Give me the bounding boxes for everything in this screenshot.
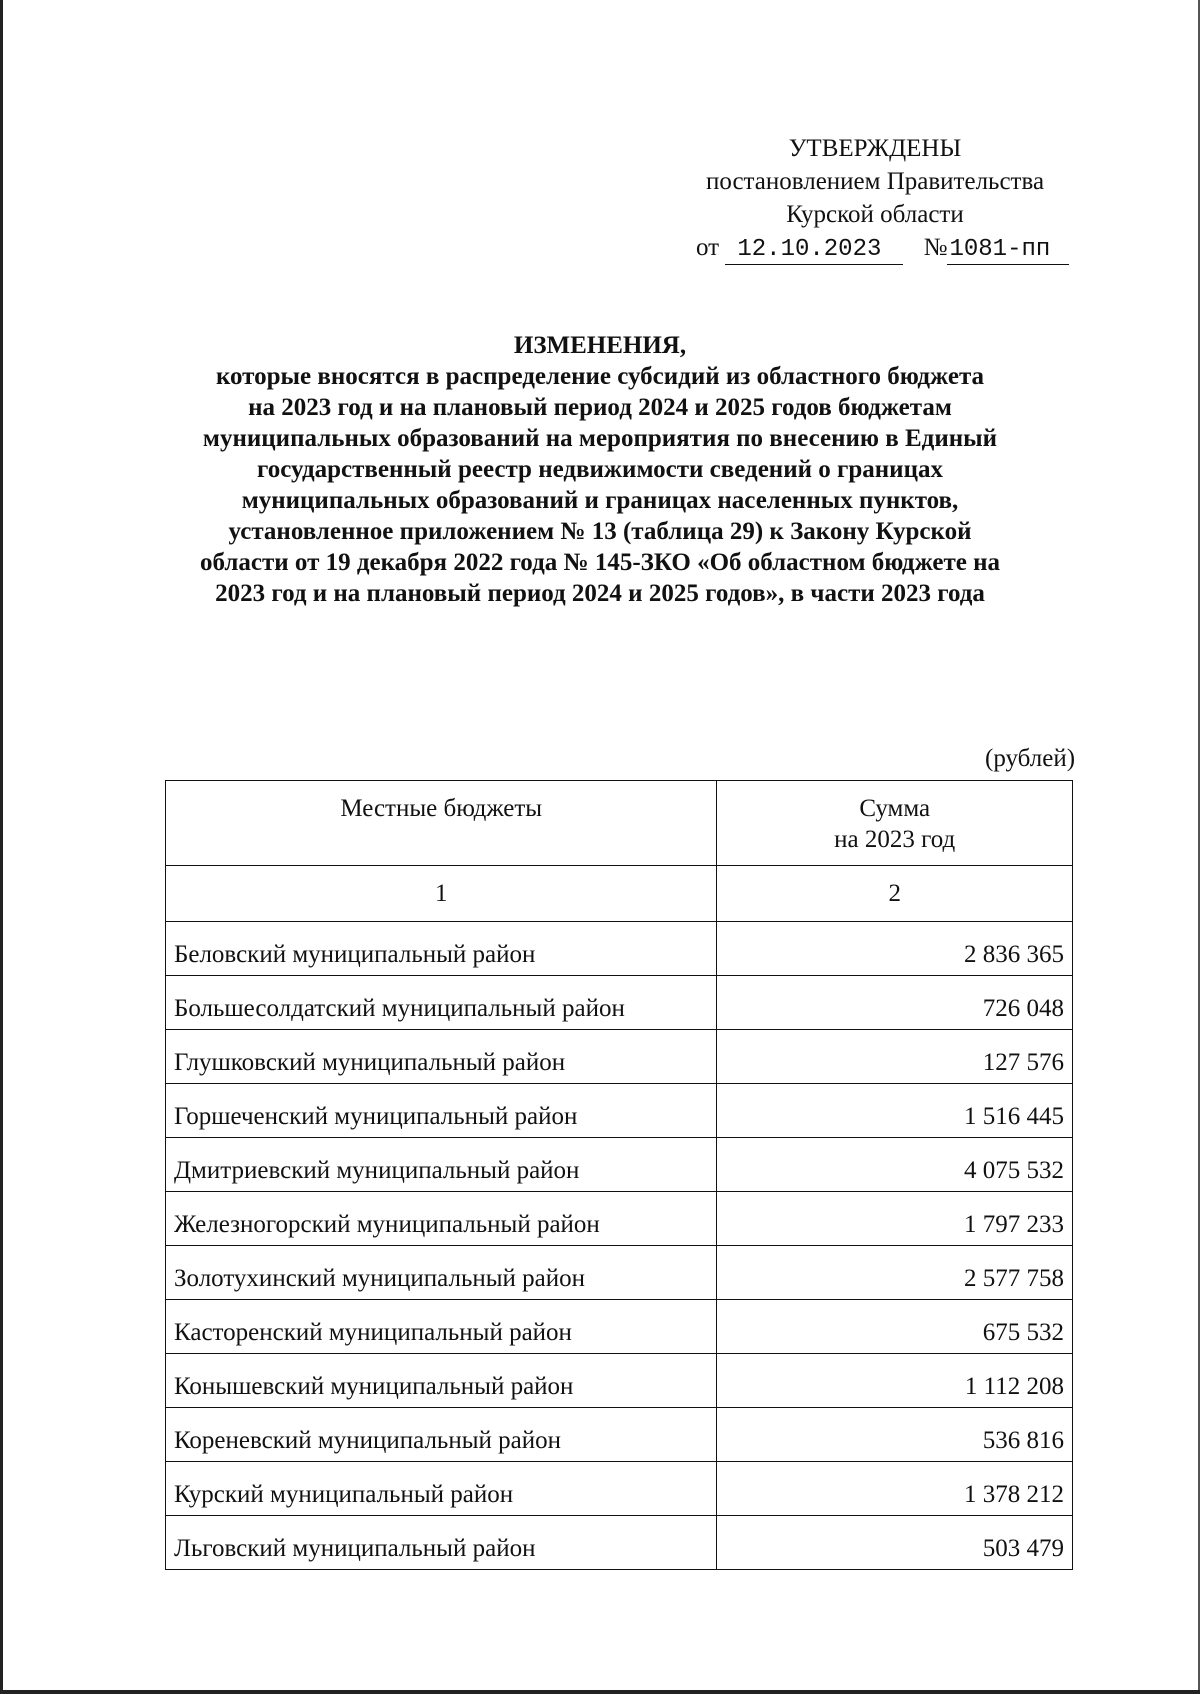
budget-name: Железногорский муниципальный район xyxy=(166,1192,717,1246)
table-row xyxy=(166,976,1073,1030)
budget-name: Беловский муниципальный район xyxy=(166,922,717,976)
approval-line-1: постановлением Правительства xyxy=(705,168,1045,195)
budget-amount: 1 516 445 xyxy=(717,1084,1073,1138)
table-header-row xyxy=(166,781,1073,866)
column-number-1: 1 xyxy=(166,866,717,922)
column-number-2: 2 xyxy=(717,866,1073,922)
document-title xyxy=(150,330,1050,609)
budget-amount: 1 112 208 xyxy=(717,1354,1073,1408)
budget-name: Золотухинский муниципальный район xyxy=(166,1246,717,1300)
table-row xyxy=(166,1084,1073,1138)
header-sum xyxy=(717,781,1073,866)
column-number-row xyxy=(166,866,1073,922)
budget-amount: 1 378 212 xyxy=(717,1462,1073,1516)
budget-name: Курский муниципальный район xyxy=(166,1462,717,1516)
title-line: муниципальных образований на мероприятия по внесению в Единый xyxy=(202,425,998,452)
title-line: государственный реестр недвижимости сведений о границах xyxy=(257,456,943,483)
budget-name: Дмитриевский муниципальный район xyxy=(166,1138,717,1192)
budget-name: Горшеченский муниципальный район xyxy=(166,1084,717,1138)
table-row xyxy=(166,1030,1073,1084)
table-row xyxy=(166,1354,1073,1408)
approval-block xyxy=(640,132,1110,265)
table-row xyxy=(166,1192,1073,1246)
budget-amount: 675 532 xyxy=(717,1300,1073,1354)
table-row xyxy=(166,1300,1073,1354)
date-prefix: от xyxy=(696,234,720,261)
budget-amount: 4 075 532 xyxy=(717,1138,1073,1192)
budget-amount: 726 048 xyxy=(717,976,1073,1030)
table-row xyxy=(166,1408,1073,1462)
budget-name: Глушковский муниципальный район xyxy=(166,1030,717,1084)
units-label: (рублей) xyxy=(985,745,1076,772)
budget-amount: 1 797 233 xyxy=(717,1192,1073,1246)
budget-amount: 503 479 xyxy=(717,1516,1073,1570)
header-local-budgets: Местные бюджеты xyxy=(166,781,717,866)
title-line: области от 19 декабря 2022 года № 145-ЗКО «Об областном бюджете на xyxy=(199,549,1000,576)
budget-table xyxy=(165,780,1073,1570)
table-row xyxy=(166,1246,1073,1300)
header-sum-line-2: на 2023 год xyxy=(834,826,956,853)
budget-amount: 536 816 xyxy=(717,1408,1073,1462)
approval-date-row xyxy=(640,231,1110,265)
number-prefix: № xyxy=(923,234,948,261)
budget-name: Конышевский муниципальный район xyxy=(166,1354,717,1408)
document-date: 12.10.2023 xyxy=(725,236,903,265)
title-line: которые вносятся в распределение субсидий из областного бюджета xyxy=(215,363,985,390)
title-line: на 2023 год и на плановый период 2024 и 2025 годов бюджетам xyxy=(248,394,952,421)
table-row xyxy=(166,1138,1073,1192)
budget-name: Кореневский муниципальный район xyxy=(166,1408,717,1462)
title-line: установленное приложением № 13 (таблица 29) к Закону Курской xyxy=(228,518,972,545)
budget-name: Льговский муниципальный район xyxy=(166,1516,717,1570)
table-row xyxy=(166,1462,1073,1516)
header-sum-line-1: Сумма xyxy=(859,795,931,822)
title-heading: ИЗМЕНЕНИЯ, xyxy=(513,332,687,359)
approval-line-2: Курской области xyxy=(786,201,964,228)
title-line: муниципальных образований и границах населенных пунктов, xyxy=(241,487,959,514)
budget-amount: 2 836 365 xyxy=(717,922,1073,976)
budget-amount: 2 577 758 xyxy=(717,1246,1073,1300)
budget-name: Касторенский муниципальный район xyxy=(166,1300,717,1354)
budget-name: Большесолдатский муниципальный район xyxy=(166,976,717,1030)
document-number: 1081-пп xyxy=(947,236,1069,265)
table-row xyxy=(166,1516,1073,1570)
table-row xyxy=(166,922,1073,976)
scan-edge xyxy=(0,1690,1200,1694)
scan-edge xyxy=(0,0,3,1694)
approval-status: УТВЕРЖДЕНЫ xyxy=(788,135,962,162)
title-line: 2023 год и на плановый период 2024 и 2025 годов», в части 2023 года xyxy=(215,580,985,607)
budget-amount: 127 576 xyxy=(717,1030,1073,1084)
